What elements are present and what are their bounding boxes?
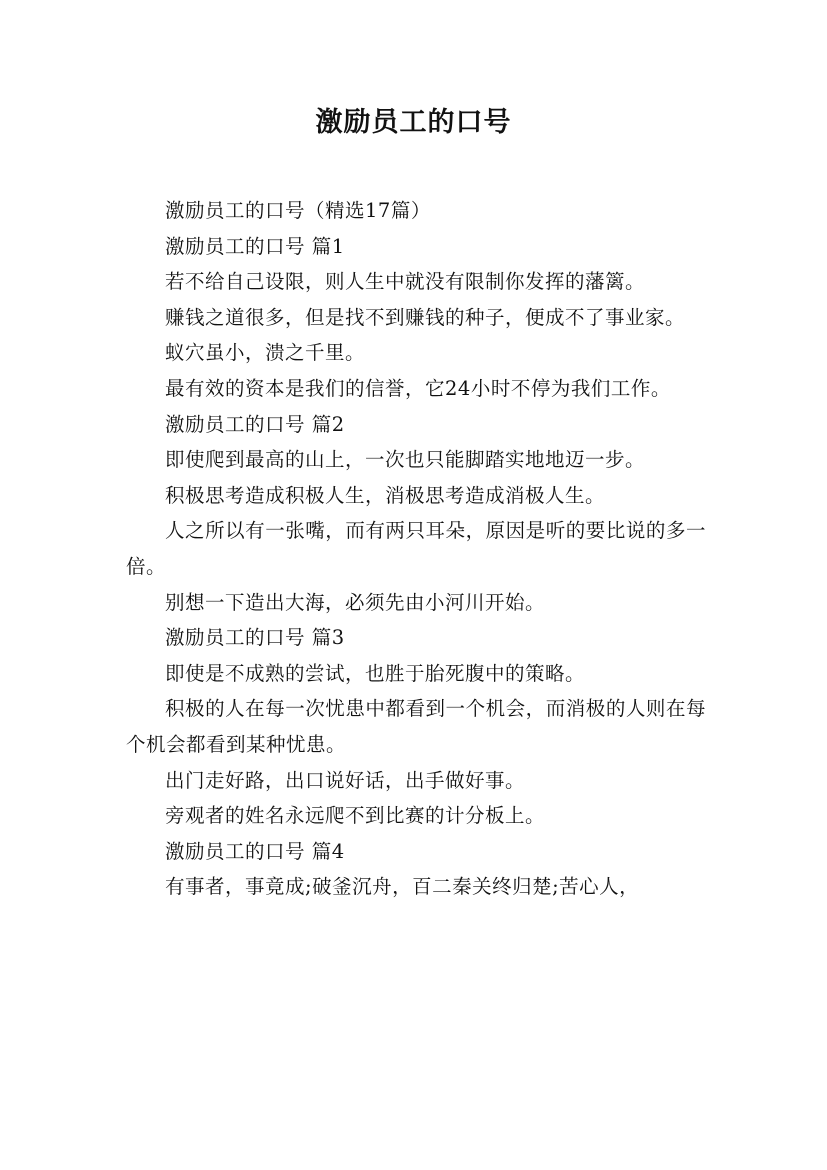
paragraph: 别想一下造出大海，必须先由小河川开始。 — [165, 590, 546, 614]
paragraph: 即使是不成熟的尝试，也胜于胎死腹中的策略。 — [165, 661, 586, 685]
paragraph: 赚钱之道很多，但是找不到赚钱的种子，便成不了事业家。 — [165, 305, 686, 329]
paragraph: 蚁穴虽小，溃之千里。 — [165, 341, 366, 365]
paragraph: 有事者，事竟成;破釜沉舟，百二秦关终归楚;苦心人， — [165, 875, 640, 899]
paragraph: 最有效的资本是我们的信誉，它24小时不停为我们工作。 — [165, 376, 671, 400]
section-heading: 激励员工的口号 篇2 — [165, 412, 345, 436]
paragraph: 人之所以有一张嘴，而有两只耳朵，原因是听的要比说的多一倍。 — [126, 519, 706, 578]
paragraph: 即使爬到最高的山上，一次也只能脚踏实地地迈一步。 — [165, 448, 646, 472]
document-title: 激励员工的口号 — [315, 107, 512, 138]
document-body — [126, 193, 706, 905]
paragraph: 出门走好路，出口说好话，出手做好事。 — [165, 768, 526, 792]
doc-subtitle: 激励员工的口号（精选17篇） — [165, 199, 431, 222]
paragraph: 旁观者的姓名永远爬不到比赛的计分板上。 — [165, 804, 546, 828]
section-heading: 激励员工的口号 篇3 — [165, 626, 345, 650]
section-heading: 激励员工的口号 篇4 — [165, 839, 345, 863]
paragraph: 积极的人在每一次忧患中都看到一个机会，而消极的人则在每个机会都看到某种忧患。 — [126, 697, 706, 756]
paragraph: 积极思考造成积极人生，消极思考造成消极人生。 — [165, 483, 606, 507]
section-heading: 激励员工的口号 篇1 — [165, 234, 345, 258]
paragraph: 若不给自己设限，则人生中就没有限制你发挥的藩篱。 — [165, 270, 646, 294]
